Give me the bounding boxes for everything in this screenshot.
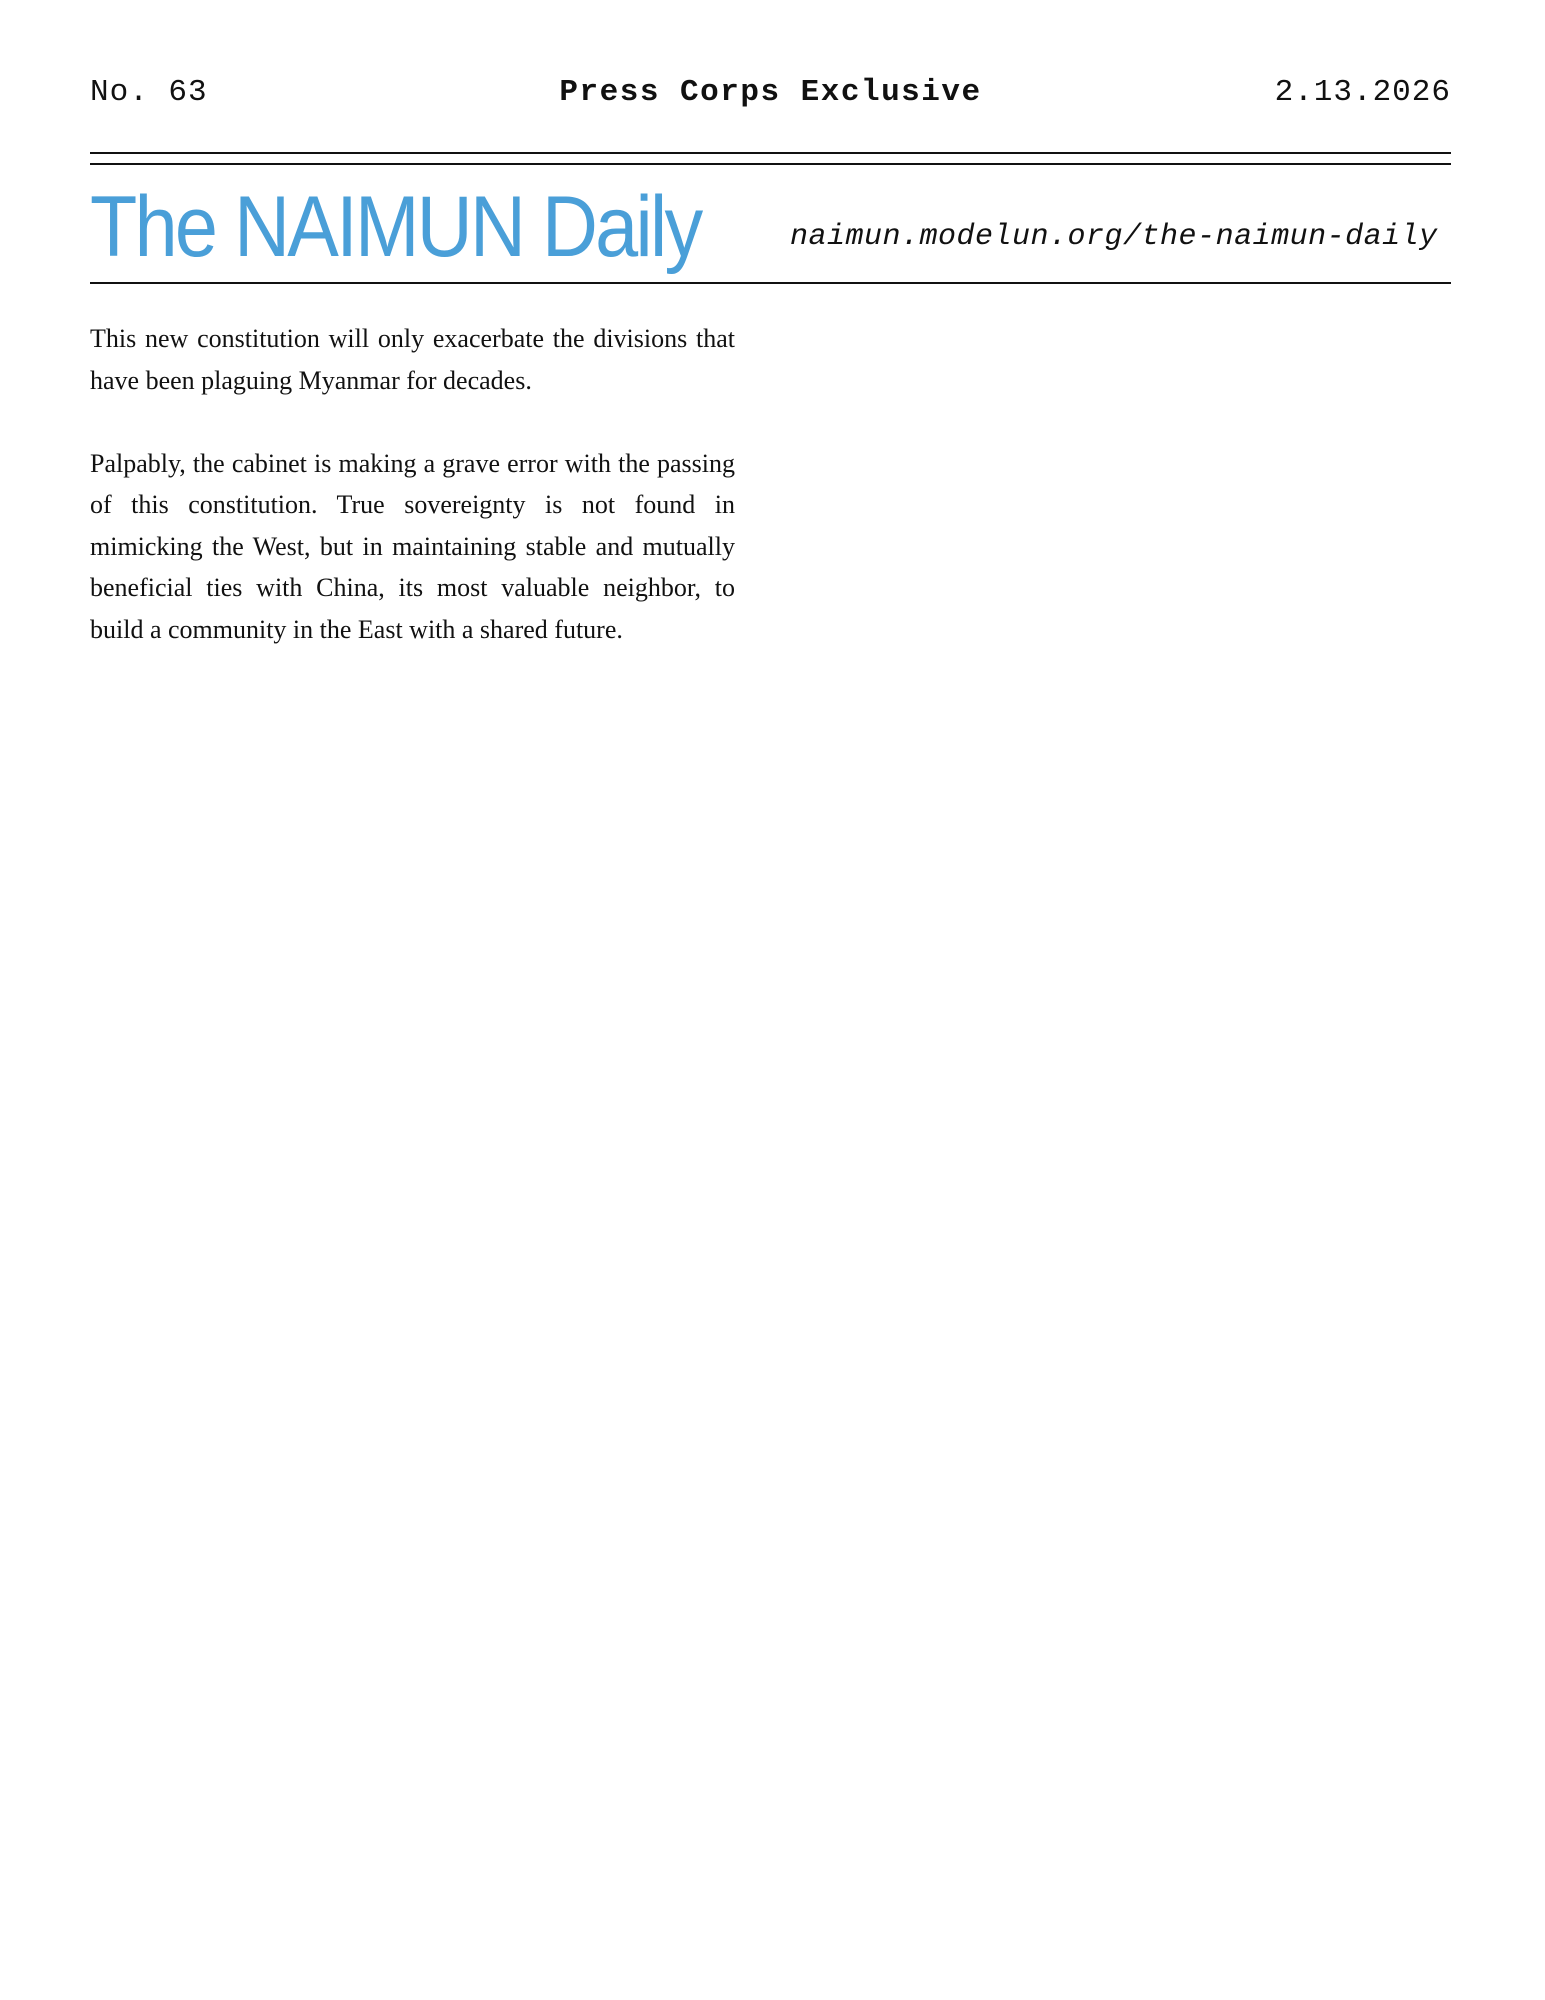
top-meta-bar: [90, 66, 1451, 118]
top-rule-lower: [90, 163, 1451, 165]
masthead-rule: [90, 282, 1451, 284]
article-paragraph: This new constitution will only exacerbate the divisions that have been plaguing Myanmar for decades.: [90, 324, 735, 395]
top-rule-upper: [90, 152, 1451, 154]
masthead: [90, 175, 1451, 279]
article-column: [90, 318, 735, 692]
newspaper-title: The NAIMUN Daily: [90, 179, 701, 275]
issue-date: 2.13.2026: [1274, 74, 1451, 110]
newspaper-url: naimun.modelun.org/the-naimun-daily: [790, 220, 1438, 254]
article-paragraph: Palpably, the cabinet is making a grave error with the passing of this constitution. True sovereignty is not found in mimicking the West, but in maintaining stable and mutually beneficial ties with China, its most valuable neighbor, to build a community in the East with a shared future.: [90, 448, 735, 644]
issue-number: No. 63: [90, 74, 208, 110]
section-label: Press Corps Exclusive: [559, 74, 982, 110]
